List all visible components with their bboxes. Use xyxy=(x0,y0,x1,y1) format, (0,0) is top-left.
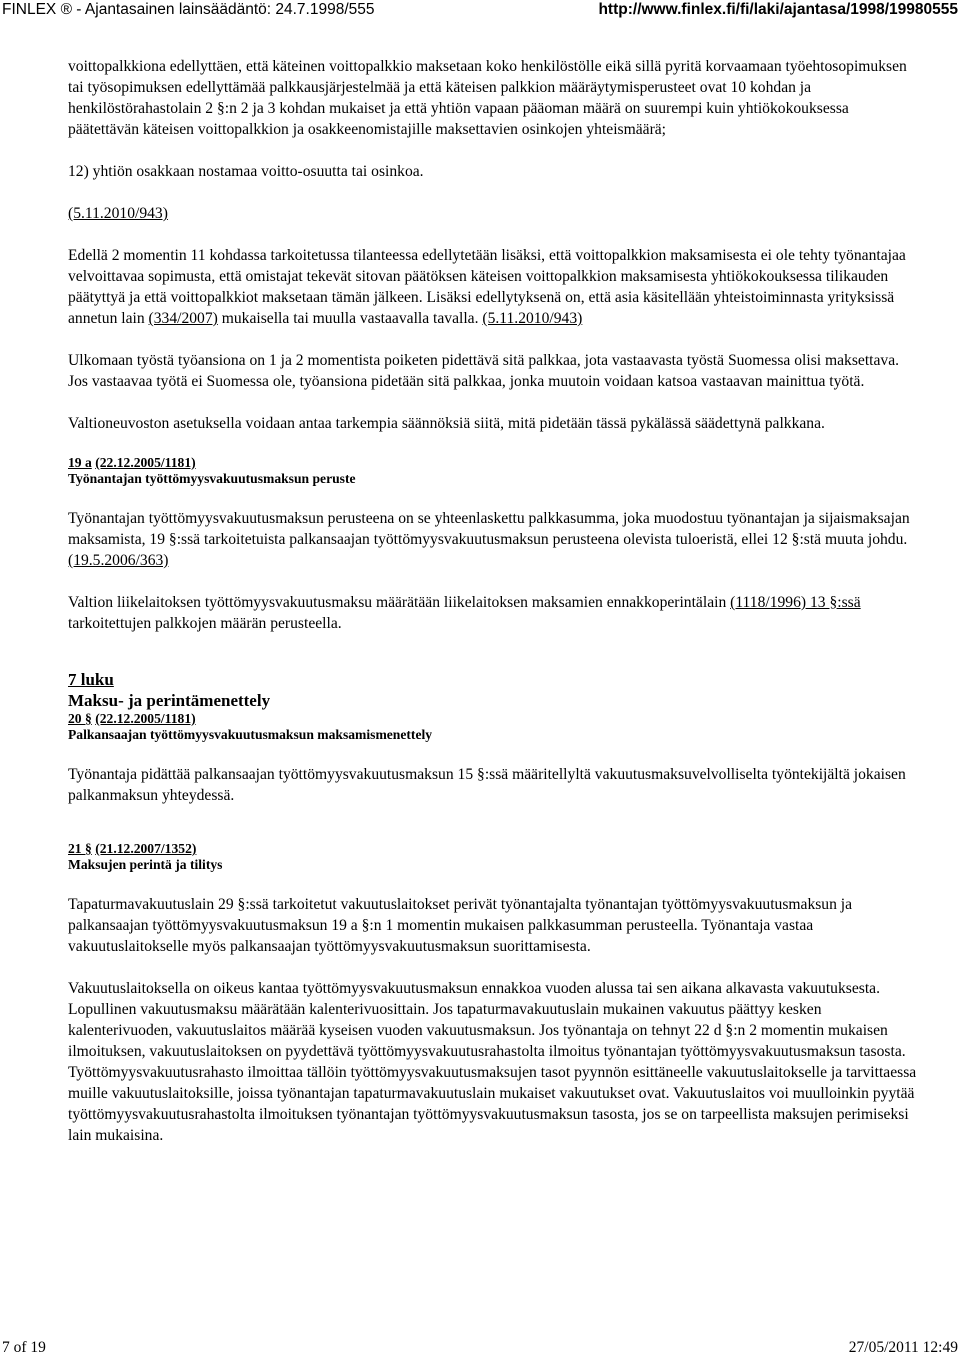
document-body xyxy=(68,56,918,1146)
law-link[interactable]: (334/2007) xyxy=(148,310,218,327)
page-number: 7 of 19 xyxy=(2,1339,46,1356)
document-title: FINLEX ® - Ajantasainen lainsäädäntö: 24.7.1998/555 xyxy=(2,1,375,18)
section-number[interactable]: 20 § xyxy=(68,711,92,726)
amendment-link[interactable]: (19.5.2006/363) xyxy=(68,552,169,569)
section-title: Palkansaajan työttömyysvakuutusmaksun maksamismenettely xyxy=(68,727,433,742)
amendment-link[interactable]: (22.12.2005/1181) xyxy=(95,455,196,470)
law-link[interactable]: (1118/1996) 13 §:ssä xyxy=(730,594,861,611)
section-heading-20 xyxy=(68,711,918,727)
paragraph: Valtion liikelaitoksen työttömyysvakuutusmaksu määrätään liikelaitoksen maksamien ennakkoperintälain (1118/1996) 13 §:ssä tarkoitettujen palkkojen määrän perusteella. xyxy=(68,594,861,632)
paragraph: Tapaturmavakuutuslain 29 §:ssä tarkoitetut vakuutuslaitokset perivät työnantajalta työnantajan työttömyysvakuutusmaksun ja palkansaajan työttömyysvakuutusmaksun 19 a §:n 1 momentin mukaisen palkkasumman perusteella. Työnantaja vastaa vakuutuslaitokselle myös palkansaajan työttömyysvakuutusmaksun suorittamisesta. xyxy=(68,896,853,955)
list-item-12: 12) yhtiön osakkaan nostamaa voitto-osuutta tai osinkoa. xyxy=(68,163,424,180)
section-title: Työnantajan työttömyysvakuutusmaksun peruste xyxy=(68,471,356,486)
paragraph: Työnantaja pidättää palkansaajan työttömyysvakuutusmaksun 15 §:ssä määritellyltä vakuutusmaksuvelvolliselta työntekijältä jokaisen palkanmaksun yhteydessä. xyxy=(68,766,906,804)
amendment-link[interactable]: (21.12.2007/1352) xyxy=(95,841,197,856)
amendment-link[interactable]: (5.11.2010/943) xyxy=(68,205,168,222)
paragraph: Työnantajan työttömyysvakuutusmaksun perusteena on se yhteenlaskettu palkkasumma, joka muodostuu työnantajan ja sijaismaksajan maksamista, 19 §:ssä tarkoitetuista palkansaajan työttömyysvakuutusmaksun perusteena olevista tuloeristä, ellei 12 §:stä muuta johdu. (19.5.2006/363) xyxy=(68,510,910,569)
section-number[interactable]: 21 § xyxy=(68,841,92,856)
document-url[interactable]: http://www.finlex.fi/fi/laki/ajantasa/1998/19980555 xyxy=(598,1,958,18)
chapter-number[interactable]: 7 luku xyxy=(68,670,114,689)
amendment-link[interactable]: (22.12.2005/1181) xyxy=(95,711,196,726)
paragraph: Valtioneuvoston asetuksella voidaan antaa tarkempia säännöksiä siitä, mitä pidetään tässä pykälässä säädettynä palkkana. xyxy=(68,415,825,432)
amendment-link[interactable]: (5.11.2010/943) xyxy=(482,310,583,327)
page-footer xyxy=(0,1338,960,1357)
paragraph: Vakuutuslaitoksella on oikeus kantaa työttömyysvakuutusmaksun ennakkoa vuoden alussa tai sen aikana alkavasta vakuutuksesta. Lopullinen vakuutusmaksu määrätään kalenterivuosittain. Jos tapaturmavakuutuslain mukainen vakuutus päättyy kesken kalenterivuoden, vakuutuslaitos määrää kyseisen vuoden vakuutusmaksun. Jos työnantaja on tehnyt 22 d §:n 2 momentin mukaisen ilmoituksen, vakuutuslaitoksen on pyydettävä työttömyysvakuutusrahastolta ilmoitus työnantajan työttömyysvakuutusmaksun tasosta. Työttömyysvakuutusrahasto ilmoittaa tällöin työttömyysvakuutusmaksujen tasot pyynnön esittäneelle vakuutuslaitokselle ja tarvittaessa muille vakuutuslaitoksille, joissa työnantajan tapaturmavakuutuslain mukaiset vakuutukset ovat. Vakuutuslaitos voi muulloinkin pyytää työttömyysvakuutusrahastolta ilmoituksen työnantajan työttömyysvakuutusmaksun tasosta, jos se on tarpeellista maksujen perimiseksi lain mukaisina. xyxy=(68,980,917,1144)
section-number[interactable]: 19 a xyxy=(68,455,92,470)
print-timestamp: 27/05/2011 12:49 xyxy=(848,1339,958,1356)
paragraph: voittopalkkiona edellyttäen, että käteinen voittopalkkio maksetaan koko henkilöstölle eikä sillä pyritä korvaamaan työehtosopimuksen tai työsopimuksen edellyttämää palkkausjärjestelmää ja että käteisen palkkion määräytymisperusteet ovat 10 kohdan ja henkilöstörahastolain 2 §:n 2 ja 3 kohdan mukaiset ja että yhtiön vapaan pääoman määrä on suurempi kuin yhtiökokouksessa päätettävän käteisen voittopalkkion ja osakkeenomistajille maksettavien osinkojen yhteismäärä; xyxy=(68,58,907,138)
chapter-title: Maksu- ja perintämenettely xyxy=(68,691,271,710)
paragraph: Edellä 2 momentin 11 kohdassa tarkoitetussa tilanteessa edellytetään lisäksi, että voittopalkkion maksamisesta ei ole tehty työnantajaa velvoittavaa sopimusta, että omistajat tekevät sitovan päätöksen käteisen voittopalkkion maksamisesta yhtiökokouksessa tilikauden päätyttyä ja että voittopalkkiot maksetaan tämän jälkeen. Lisäksi edellytyksenä on, että asia käsitellään yhteistoiminnasta yrityksissä annetun lain (334/2007) mukaisella tai muulla vastaavalla tavalla. (5.11.2010/943) xyxy=(68,247,906,327)
amendment-ref xyxy=(68,203,918,224)
section-heading-21 xyxy=(68,841,918,857)
page-header xyxy=(0,0,960,20)
section-title: Maksujen perintä ja tilitys xyxy=(68,857,223,872)
paragraph: Ulkomaan työstä työansiona on 1 ja 2 momentista poiketen pidettävä sitä palkkaa, jota vastaavasta työstä Suomessa olisi maksettava. Jos vastaavaa työtä ei Suomessa ole, työansiona pidetään sitä palkkaa, jonka muutoin voidaan katsoa vastaavan mainittua työtä. xyxy=(68,352,900,390)
section-heading-19a xyxy=(68,455,918,471)
